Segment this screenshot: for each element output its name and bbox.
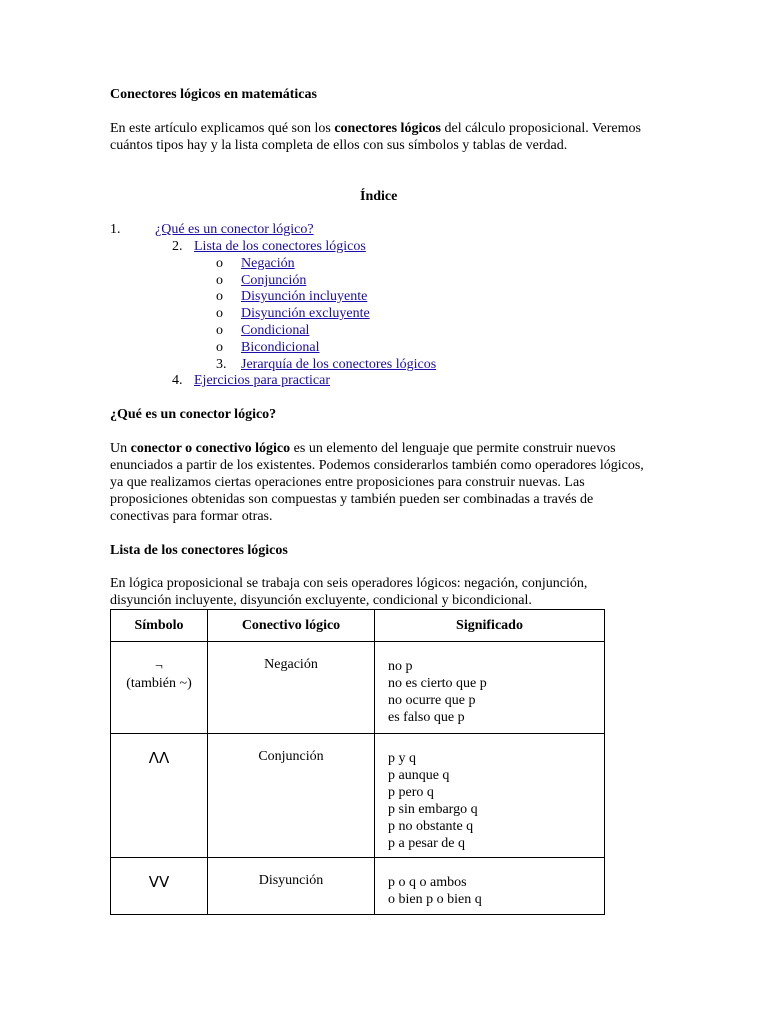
toc-link-bicondicional[interactable]: Bicondicional: [241, 340, 320, 355]
connective-name: Conjunción: [208, 734, 375, 858]
section2-paragraph: En lógica proposicional se trabaja con seis operadores lógicos: negación, conjunción, disyunción incluyente, disyunción excluyente, condicional y bicondicional.: [110, 576, 588, 608]
meaning-cell: [375, 858, 605, 915]
intro-paragraph: [110, 120, 645, 154]
meaning-line: p sin embargo q: [388, 802, 478, 817]
negation-symbol: ¬: [155, 659, 163, 674]
toc-link-lista[interactable]: Lista de los conectores lógicos: [194, 239, 366, 254]
section-heading-lista: Lista de los conectores lógicos: [110, 543, 288, 558]
connectors-table: [110, 609, 605, 915]
disjunction-symbol: VV: [148, 873, 170, 891]
page-title: Conectores lógicos en matemáticas: [110, 87, 317, 102]
table-row: [111, 734, 605, 858]
symbol-cell: [111, 642, 208, 734]
table-header-row: [111, 610, 605, 642]
table-row: [111, 642, 605, 734]
bullet-icon: o: [216, 323, 223, 338]
meaning-cell: [375, 642, 605, 734]
meaning-line: no ocurre que p: [388, 693, 476, 708]
header-meaning: Significado: [375, 610, 605, 642]
section1-text: Un: [110, 441, 131, 456]
toc-link-disyuncion-incluyente[interactable]: Disyunción incluyente: [241, 289, 368, 304]
symbol-cell: [111, 734, 208, 858]
toc-link-negacion[interactable]: Negación: [241, 256, 295, 271]
toc-link-conjuncion[interactable]: Conjunción: [241, 273, 307, 288]
toc-number: 2.: [172, 239, 183, 254]
bullet-icon: o: [216, 273, 223, 288]
toc-item-2: [172, 238, 366, 255]
toc-link-jerarquia[interactable]: Jerarquía de los conectores lógicos: [241, 357, 437, 372]
toc-item-3: [216, 356, 437, 373]
toc-link-que-es[interactable]: ¿Qué es un conector lógico?: [155, 222, 314, 237]
symbol-note: (también ~): [126, 676, 192, 691]
bullet-icon: o: [216, 289, 223, 304]
toc-item-4: [172, 372, 331, 389]
section1-text-rest: es un elemento del lenguaje que permite construir nuevos enunciados a partir de los existentes. Podemos considerarlos también como operadores lógicos, ya que realizamos ciertas operaciones entre proposiciones para construir nuevas. Las proposiciones obtenidas son compuestas y también pueden ser combinadas a través de conectivas para formar otras.: [110, 441, 644, 524]
meaning-line: es falso que p: [388, 710, 465, 725]
bullet-icon: o: [216, 306, 223, 321]
section-heading-que-es: ¿Qué es un conector lógico?: [110, 407, 277, 422]
bullet-icon: o: [216, 256, 223, 271]
section1-bold-term: conector o conectivo lógico: [130, 441, 291, 456]
connective-name: Negación: [208, 642, 375, 734]
index-title: Índice: [360, 189, 398, 204]
meaning-line: p pero q: [388, 785, 434, 800]
intro-text: En este artículo explicamos qué son los: [110, 121, 335, 136]
toc-number: 3.: [216, 357, 227, 372]
meaning-cell: [375, 734, 605, 858]
toc-link-ejercicios[interactable]: Ejercicios para practicar: [194, 373, 331, 388]
intro-text-rest: del cálculo proposicional. Veremos cuántos tipos hay y la lista completa de ellos con sus símbolos y tablas de verdad.: [110, 121, 641, 153]
header-connective: Conectivo lógico: [208, 610, 375, 642]
meaning-line: p aunque q: [388, 768, 450, 783]
meaning-line: p no obstante q: [388, 819, 474, 834]
bullet-icon: o: [216, 340, 223, 355]
symbol-cell: [111, 858, 208, 915]
section1-paragraph: [110, 440, 645, 525]
meaning-line: no p: [388, 659, 413, 674]
connective-name: Disyunción: [208, 858, 375, 915]
toc-number: 4.: [172, 373, 183, 388]
meaning-line: p y q: [388, 751, 416, 766]
toc-link-condicional[interactable]: Condicional: [241, 323, 310, 338]
header-symbol: Símbolo: [111, 610, 208, 642]
table-row: [111, 858, 605, 915]
meaning-line: o bien p o bien q: [388, 892, 482, 907]
toc-link-disyuncion-excluyente[interactable]: Disyunción excluyente: [241, 306, 370, 321]
meaning-line: no es cierto que p: [388, 676, 487, 691]
toc-item-1: [110, 221, 314, 238]
intro-bold-term: conectores lógicos: [334, 121, 441, 136]
conjunction-symbol: ΛΛ: [148, 749, 170, 767]
toc-number: 1.: [110, 222, 121, 237]
meaning-line: p a pesar de q: [388, 836, 465, 851]
meaning-line: p o q o ambos: [388, 875, 467, 890]
